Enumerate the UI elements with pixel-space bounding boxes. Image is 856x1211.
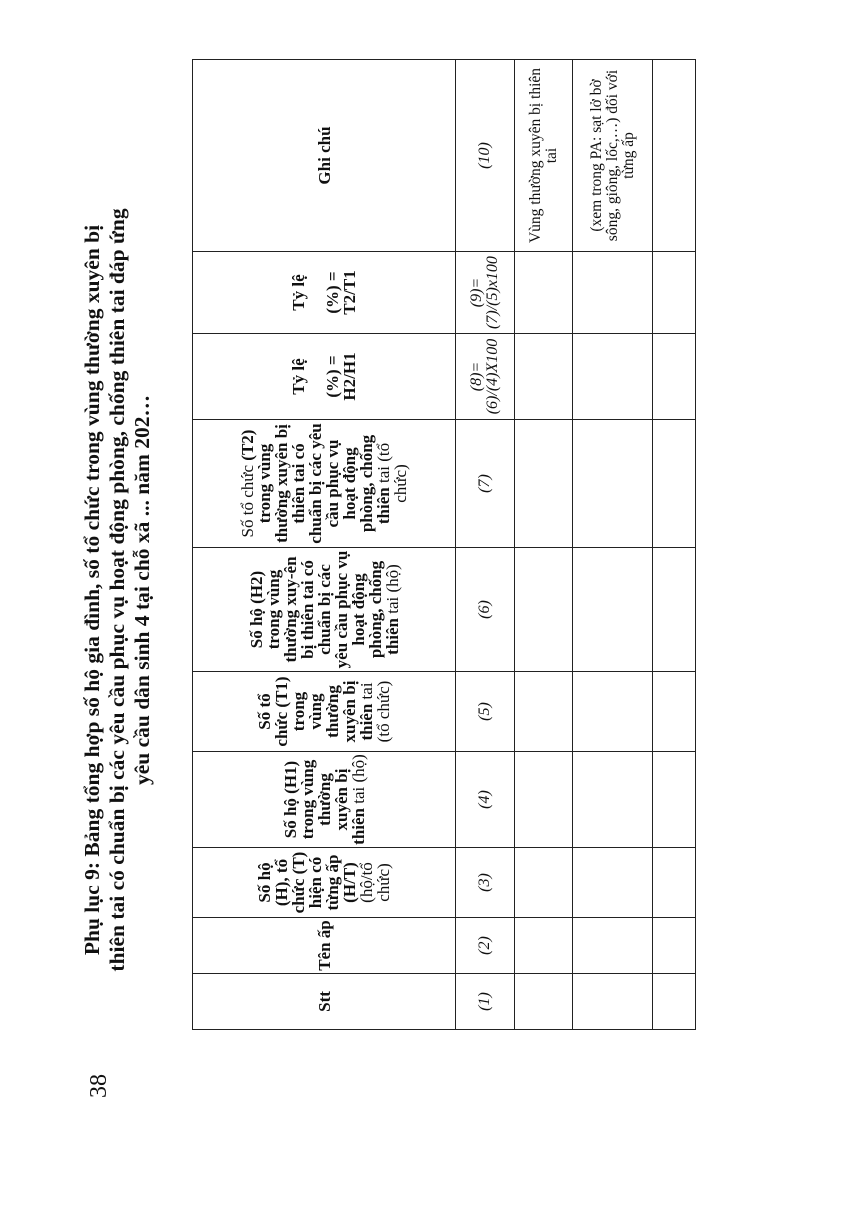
table-cell bbox=[573, 672, 653, 752]
table-cell bbox=[515, 672, 573, 752]
header-so-ho-h1 bbox=[193, 752, 456, 848]
header-c4-bold: Số hộ (H1) trong vùng thường xuyên bị thiên bbox=[280, 759, 368, 845]
page-number: 38 bbox=[86, 1074, 112, 1098]
header-ghi-chu: Ghi chú bbox=[193, 60, 456, 252]
table-cell bbox=[653, 60, 696, 252]
header-so-ho-h2 bbox=[193, 548, 456, 672]
table-cell bbox=[573, 752, 653, 848]
table-cell bbox=[653, 672, 696, 752]
header-so-to-chuc-t2 bbox=[193, 420, 456, 548]
note-cell-2: (xem trong PA: sạt lở bờ sông, giông, lốc,…) đối với từng ấp bbox=[573, 60, 653, 252]
header-so-ho-to-chuc bbox=[193, 848, 456, 918]
num-10: (10) bbox=[456, 60, 515, 252]
header-c4-unit: tai (hộ) bbox=[348, 754, 368, 804]
header-so-to-chuc-t1 bbox=[193, 672, 456, 752]
header-c3-unit: (hộ/tổ chức) bbox=[357, 862, 393, 903]
num-5: (5) bbox=[456, 672, 515, 752]
table-cell bbox=[515, 752, 573, 848]
table-cell bbox=[653, 848, 696, 918]
table-cell bbox=[515, 548, 573, 672]
header-ty-le-h bbox=[193, 334, 456, 420]
table-cell bbox=[515, 848, 573, 918]
header-c8-line1: Tỷ lệ bbox=[289, 358, 308, 395]
title-line-3: yêu cầu dân sinh 4 tại chỗ xã ... năm 202… bbox=[130, 394, 154, 786]
numbering-row bbox=[456, 60, 515, 1030]
table-cell bbox=[653, 918, 696, 974]
table-cell bbox=[653, 334, 696, 420]
table-cell bbox=[653, 548, 696, 672]
header-c5-bold: Số tổ chức (T1) trong vùng thường xuyên bị thiên bbox=[255, 676, 376, 747]
table-row bbox=[653, 60, 696, 1030]
landscape-content bbox=[80, 60, 760, 1120]
table-cell bbox=[653, 252, 696, 334]
table-cell bbox=[573, 974, 653, 1030]
num-7: (7) bbox=[456, 420, 515, 548]
table-cell bbox=[515, 252, 573, 334]
num-8: (8)=(6)/(4)X100 bbox=[456, 334, 515, 420]
table-cell bbox=[573, 848, 653, 918]
num-4: (4) bbox=[456, 752, 515, 848]
table-cell bbox=[573, 918, 653, 974]
table-cell bbox=[515, 974, 573, 1030]
header-c6-unit: tai (hộ) bbox=[382, 564, 402, 614]
note-cell-1: Vùng thường xuyên bị thiên tai bbox=[515, 60, 573, 252]
num-1: (1) bbox=[456, 974, 515, 1030]
num-2: (2) bbox=[456, 918, 515, 974]
header-stt: Stt bbox=[193, 974, 456, 1030]
header-c7-unit: tai (tổ chức) bbox=[374, 442, 410, 503]
header-c7-bold: (T2) trong vùng thường xuyên bị thiên tai có chuẩn bị các yêu cầu phục vụ hoạt động phòng, chống thiên bbox=[238, 423, 393, 544]
header-c8-line2: (%) = H2/H1 bbox=[323, 352, 359, 401]
table-cell bbox=[653, 752, 696, 848]
header-c9-line1: Tỷ lệ bbox=[289, 274, 308, 311]
table-cell bbox=[573, 334, 653, 420]
header-ten-ap: Tên ấp bbox=[193, 918, 456, 974]
header-c5-unit: tai (tổ chức) bbox=[357, 680, 393, 743]
title-line-2: thiên tai có chuẩn bị các yêu cầu phục vụ hoạt động phòng, chống thiên tai đáp ứng bbox=[105, 208, 129, 972]
header-c7-top: Số tổ chức bbox=[238, 464, 257, 538]
table-cell bbox=[573, 252, 653, 334]
header-c9-line2: (%) = T2/T1 bbox=[323, 270, 359, 315]
table-row bbox=[515, 60, 573, 1030]
header-c6-bold: Số hộ (H2) trong vùng thường xuy-ên bị thiên tai có chuẩn bị các yêu cầu phục vụ hoạt động phòng, chống thiên bbox=[246, 550, 402, 669]
header-row bbox=[193, 60, 456, 1030]
header-c3-bold: Số hộ (H), tổ chức (T) hiện có từng ấp (H/T) bbox=[255, 851, 359, 914]
table-row bbox=[573, 60, 653, 1030]
num-3: (3) bbox=[456, 848, 515, 918]
table-cell bbox=[573, 548, 653, 672]
page-title bbox=[80, 60, 155, 1120]
table-cell bbox=[515, 420, 573, 548]
table-cell bbox=[653, 974, 696, 1030]
table-cell bbox=[573, 420, 653, 548]
table-cell bbox=[515, 334, 573, 420]
num-6: (6) bbox=[456, 548, 515, 672]
header-ty-le-t bbox=[193, 252, 456, 334]
table-cell bbox=[653, 420, 696, 548]
num-9: (9)=(7)/(5)x100 bbox=[456, 252, 515, 334]
table-cell bbox=[515, 918, 573, 974]
title-line-1: Phụ lục 9: Bảng tổng hợp số hộ gia đình, số tổ chức trong vùng thường xuyên bị bbox=[80, 224, 104, 956]
summary-table bbox=[192, 59, 696, 1030]
